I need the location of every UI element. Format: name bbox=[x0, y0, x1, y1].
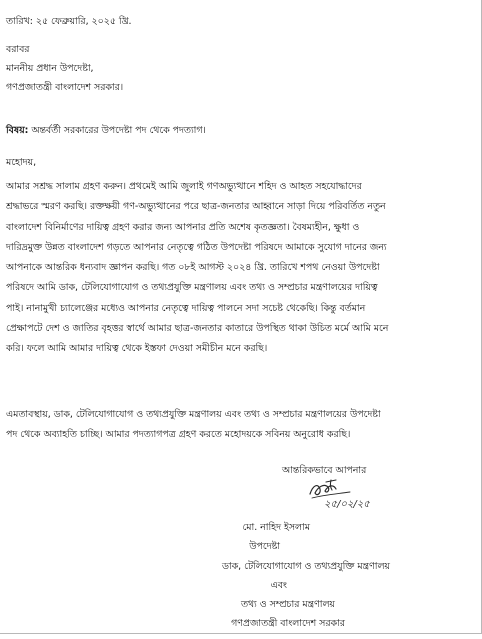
body-paragraph-2 bbox=[6, 410, 381, 450]
subject-line bbox=[6, 126, 206, 135]
closing-line: আন্তরিকভাবে আপনার bbox=[282, 465, 367, 476]
signatory-title: উপদেষ্টা bbox=[249, 541, 280, 553]
signatory-ministry-1: ডাক, টেলিযোগাযোগ ও তথ্যপ্রযুক্তি মন্ত্রণালয় bbox=[222, 560, 390, 572]
subject-label: বিষয়: bbox=[6, 125, 29, 136]
salutation: মহোদয়, bbox=[6, 157, 37, 168]
signatory-conjunction: এবং bbox=[270, 579, 287, 591]
body-line: বাংলাদেশ বিনির্মাণের দায়িত্ব গ্রহণ করার জন্য আপনার প্রতি অশেষ কৃতজ্ঞতা। বৈষম্যহীন, ক্ষুধা ও bbox=[6, 221, 360, 233]
body-line: পাই। নানামুখী চ্যালেঞ্জের মধ্যেও আপনার নেতৃত্বে দায়িত্ব পালনে সদা সচেষ্ট থেকেছি। কিন্তু বর্তমান bbox=[6, 302, 366, 314]
body-line: দারিদ্রমুক্ত উন্নত বাংলাদেশ গড়তে আপনার নেতৃত্বে গঠিত উপদেষ্টা পরিষদে আমাকে সুযোগ দানের জন্য bbox=[6, 241, 387, 253]
body-line: পরিষদে আমি ডাক, টেলিযোগাযোগ ও তথ্যপ্রযুক্তি মন্ত্রণালয় এবং তথ্য ও সম্প্রচার মন্ত্রণালয়ের দায়িত্ব bbox=[6, 282, 378, 294]
signatory-ministry-2: তথ্য ও সম্প্রচার মন্ত্রণালয় bbox=[240, 599, 335, 611]
body-line: পদ থেকে অব্যাহতি চাচ্ছি। আমার পদত্যাগপত্র গ্রহণ করতে মহোদয়কে সবিনয় অনুরোধ করছি। bbox=[6, 429, 351, 440]
signature-date: ২৫/০২/২৫ bbox=[324, 499, 370, 510]
signatory-government: গণপ্রজাতন্ত্রী বাংলাদেশ সরকার bbox=[231, 618, 345, 630]
body-line: করি। ফলে আমি আমার দায়িত্ব থেকে ইস্তফা দেওয়া সমীচীন মনে করছি। bbox=[6, 343, 268, 355]
signatory-block bbox=[222, 523, 390, 639]
handwritten-signature bbox=[306, 474, 386, 510]
recipient-line-to: বরাবর bbox=[6, 44, 30, 55]
body-line: শ্রদ্ধাভরে স্মরণ করছি। রক্তক্ষয়ী গণ-অভ্যুত্থানের পরে ছাত্র-জনতার আহ্বানে সাড়া দিয়ে পরিবর্তিত নতুন bbox=[6, 201, 386, 213]
recipient-block bbox=[6, 45, 123, 102]
body-line: আপনাকে আন্তরিক ধন্যবাদ জ্ঞাপন করছি। গত ০৮ই আগস্ট ২০২৪ খ্রি. তারিখে শপথ নেওয়া উপদেষ্টা bbox=[6, 262, 380, 274]
subject-text: অন্তর্বর্তী সরকারের উপদেষ্টা পদ থেকে পদত্যাগ। bbox=[28, 125, 206, 136]
letter-date: তারিখ: ২৫ ফেব্রুয়ারি, ২০২৫ খ্রি. bbox=[6, 16, 132, 27]
signatory-name: মো. নাহিদ ইসলাম bbox=[242, 522, 310, 533]
body-paragraph-1 bbox=[6, 182, 388, 365]
body-line: প্রেক্ষাপটে দেশ ও জাতির বৃহত্তর স্বার্থে আমার ছাত্র-জনতার কাতারে উপস্থিত থাকা উচিত মর্মে আমি মনে bbox=[6, 323, 389, 335]
recipient-title: মাননীয় প্রধান উপদেষ্টা, bbox=[6, 63, 94, 74]
body-line: এমতাবস্থায়, ডাক, টেলিযোগাযোগ ও তথ্যপ্রযুক্তি মন্ত্রণালয় এবং তথ্য ও সম্প্রচার মন্ত্রণালয়ের উপদেষ্টা bbox=[6, 409, 381, 420]
body-line: আমার সশ্রদ্ধ সালাম গ্রহণ করুন। প্রথমেই আমি জুলাই গণঅভ্যুত্থানে শহিদ ও আহত সহযোদ্ধাদের bbox=[6, 181, 362, 192]
recipient-government: গণপ্রজাতন্ত্রী বাংলাদেশ সরকার। bbox=[6, 82, 124, 93]
